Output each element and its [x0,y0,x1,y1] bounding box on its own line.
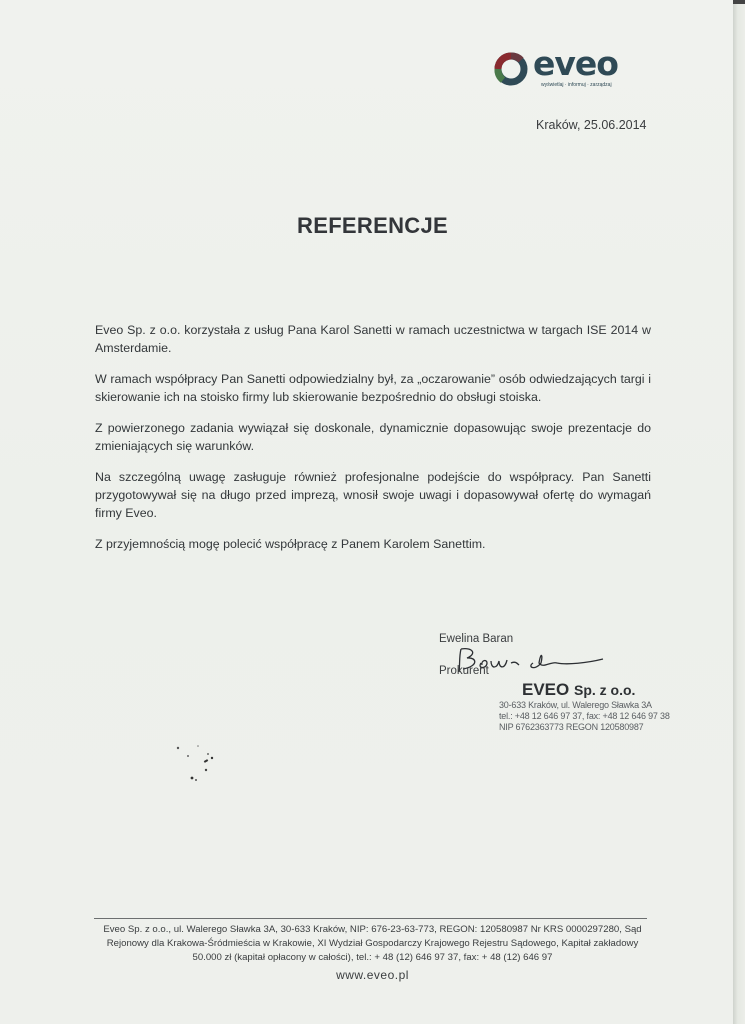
place-date: Kraków, 25.06.2014 [536,118,647,132]
footer-divider [94,918,647,919]
scan-page-edge [733,0,745,1024]
paragraph: Eveo Sp. z o.o. korzystała z usług Pana Karol Sanetti w ramach uczestnictwa w targach ISE 2014 w Amsterdamie. [95,323,651,355]
stamp-company-name: EVEO [522,680,570,699]
stamp-company [522,680,679,700]
stamp-address: 30-633 Kraków, ul. Walerego Sławka 3A [499,700,652,710]
footer-line: 50.000 zł (kapitał opłacony w całości), tel.: + 48 (12) 646 97 37, fax: + 48 (12) 646 97 [192,952,553,963]
scan-specks [170,742,250,792]
signatory-role: Prokurent [439,665,489,677]
document-title: REFERENCJE [297,213,448,238]
footer-line: Eveo Sp. z o.o., ul. Walerego Sławka 3A, 30-633 Kraków, NIP: 676-23-63-773, REGON: 120580987 Nr KRS 0000297280, Sąd [103,924,642,935]
company-logo [493,44,633,90]
stamp-company-suffix: Sp. z o.o. [573,682,636,698]
paragraph: Z przyjemnością mogę polecić współpracę z Panem Karolem Sanettim. [95,537,486,551]
footer-line: Rejonowy dla Krakowa-Śródmieścia w Krakowie, XI Wydział Gospodarczy Krajowego Rejestru Sądowego, Kapitał zakładowy [106,938,639,949]
stamp-phones: tel.: +48 12 646 97 37, fax: +48 12 646 97 38 [499,711,670,721]
stamp-ids: NIP 6762363773 REGON 120580987 [499,722,644,732]
logo-wordmark: eveo [533,44,618,83]
paragraph: Z powierzonego zadania wywiązał się doskonale, dynamicznie dopasowując swoje prezentacje do zmieniających się warunków. [95,421,651,453]
scan-corner [733,0,745,4]
company-stamp [499,680,679,733]
website-link[interactable]: www.eveo.pl [336,968,409,982]
logo-tagline: wyświetlaj · informuj · zarządzaj [541,82,612,88]
paragraph: W ramach współpracy Pan Sanetti odpowiedzialny był, za „oczarowanie” osób odwiedzających targi i skierowanie ich na stoisko firmy lub skierowanie bezpośrednio do obsługi stoiska. [95,372,651,404]
signatory-name: Ewelina Baran [439,633,514,645]
letter-body [95,321,651,566]
paragraph: Na szczególną uwagę zasługuje również profesjonalne podejście do współpracy. Pan Sanetti przygotowywał się na długo przed imprezą, wnosił swoje uwagi i dopasowywał ofertę do wymagań firmy Eveo. [95,470,651,520]
signature-block [439,633,679,753]
company-footer [80,923,665,982]
eveo-ring-icon [493,51,529,87]
